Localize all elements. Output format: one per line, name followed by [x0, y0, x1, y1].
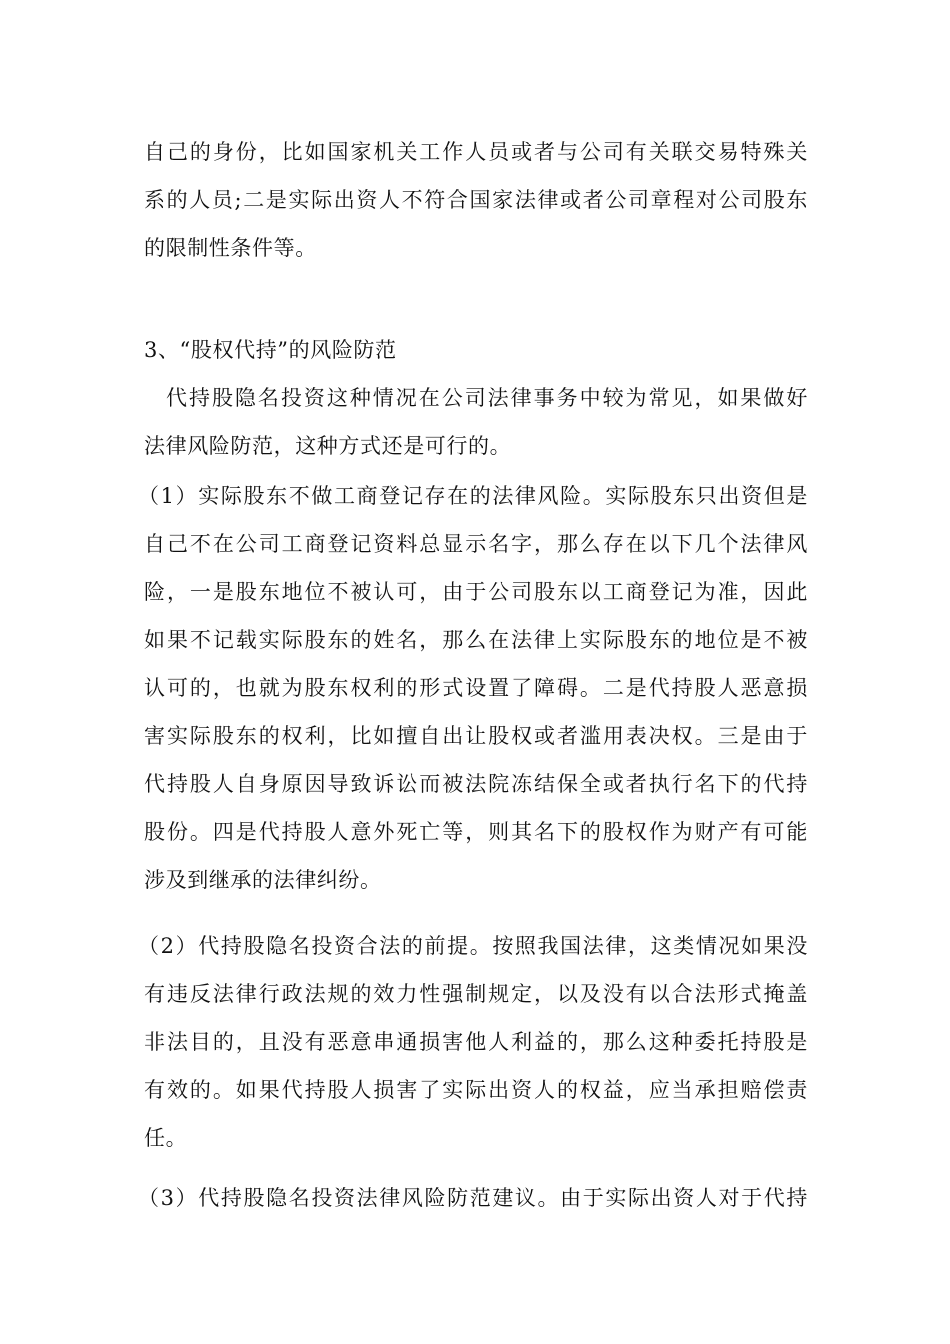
- paragraph-line: 系的人员;二是实际出资人不符合国家法律或者公司章程对公司股东: [144, 188, 808, 212]
- paragraph-line: 法律风险防范，这种方式还是可行的。: [144, 434, 512, 458]
- paragraph-line: 涉及到继承的法律纠纷。: [144, 868, 382, 892]
- paragraph-line: 任。: [144, 1126, 188, 1150]
- continued-paragraph: [144, 128, 808, 272]
- paragraph-line: 有违反法律行政法规的效力性强制规定，以及没有以合法形式掩盖: [144, 982, 808, 1006]
- paragraph-line: 自己不在公司工商登记资料总显示名字，那么存在以下几个法律风: [144, 532, 808, 556]
- paragraph-line: 代持股隐名投资这种情况在公司法律事务中较为常见，如果做好: [166, 386, 808, 410]
- paragraph-line: 股份。四是代持股人意外死亡等，则其名下的股权作为财产有可能: [144, 820, 808, 844]
- paragraph-line: （1）实际股东不做工商登记存在的法律风险。实际股东只出资但是: [138, 484, 808, 508]
- paragraph-line: （3）代持股隐名投资法律风险防范建议。由于实际出资人对于代持: [138, 1186, 808, 1210]
- paragraph-line: 如果不记载实际股东的姓名，那么在法律上实际股东的地位是不被: [144, 628, 808, 652]
- paragraph-line: 代持股人自身原因导致诉讼而被法院冻结保全或者执行名下的代持: [144, 772, 808, 796]
- paragraph-line: 自己的身份，比如国家机关工作人员或者与公司有关联交易特殊关: [144, 140, 808, 164]
- item-1-paragraph: [138, 472, 808, 904]
- paragraph-line: 有效的。如果代持股人损害了实际出资人的权益，应当承担赔偿责: [144, 1078, 808, 1102]
- section-heading: [144, 326, 808, 374]
- paragraph-line: 害实际股东的权利，比如擅自出让股权或者滥用表决权。三是由于: [144, 724, 808, 748]
- paragraph-line: 非法目的，且没有恶意串通损害他人利益的，那么这种委托持股是: [144, 1030, 808, 1054]
- item-3-paragraph: [138, 1174, 808, 1222]
- section-heading-text: 3、“股权代持”的风险防范: [144, 338, 397, 362]
- paragraph-line: 认可的，也就为股东权利的形式设置了障碍。二是代持股人恶意损: [144, 676, 808, 700]
- paragraph-line: （2）代持股隐名投资合法的前提。按照我国法律，这类情况如果没: [138, 934, 808, 958]
- intro-paragraph: [144, 374, 808, 470]
- item-2-paragraph: [138, 922, 808, 1162]
- paragraph-line: 的限制性条件等。: [144, 236, 317, 260]
- paragraph-line: 险，一是股东地位不被认可，由于公司股东以工商登记为准，因此: [144, 580, 808, 604]
